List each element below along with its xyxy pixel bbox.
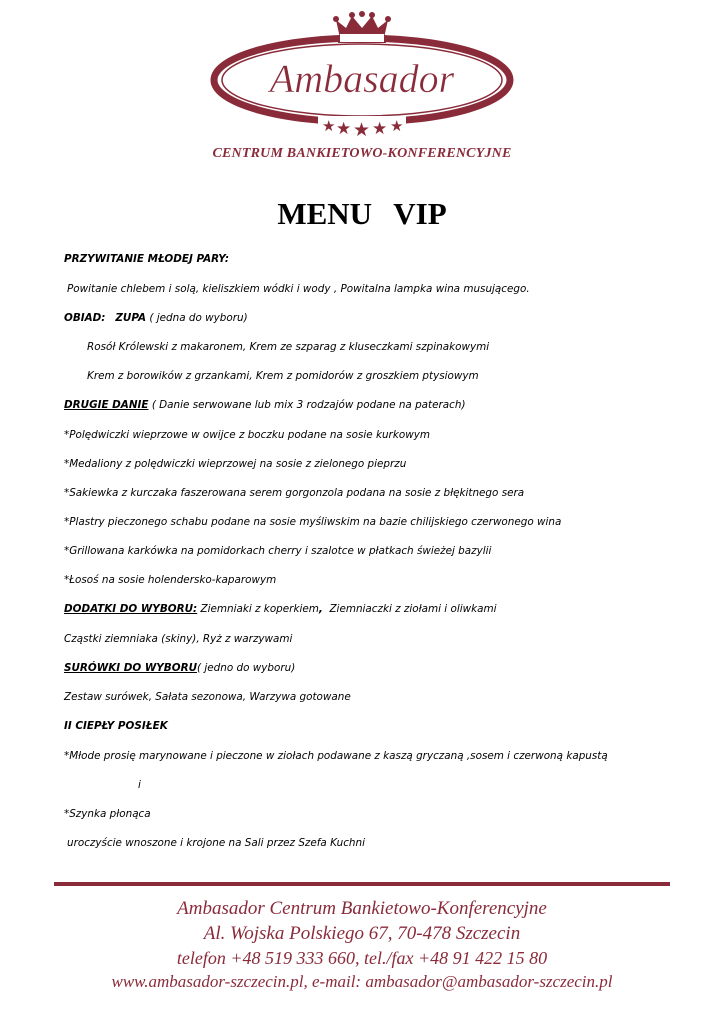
dodatki-item-1: Ziemniaki z koperkiem — [200, 603, 319, 615]
main-dish-2: *Medaliony z polędwiczki wieprzowej na sosie z zielonego pieprzu — [64, 458, 407, 470]
dodatki-label: DODATKI DO WYBORU: — [64, 603, 198, 615]
surowki-label: SURÓWKI DO WYBORU — [64, 662, 198, 674]
surowki-line — [64, 661, 295, 675]
hot-dish-1: *Młode prosię marynowane i pieczone w ziołach podawane z kaszą gryczaną ,sosem i czerwoną kapustą — [64, 750, 608, 762]
main-dish-5: *Grillowana karkówka na pomidorkach cherry i szalotce w płatkach świeżej bazylii — [64, 545, 492, 557]
footer-contact: www.ambasador-szczecin.pl, e-mail: ambasador@ambasador-szczecin.pl — [111, 972, 613, 991]
dodatki-item-2: Ziemniaczki z ziołami i oliwkami — [329, 603, 497, 615]
svg-text:★: ★ — [390, 117, 404, 135]
footer-company: Ambasador Centrum Bankietowo-Konferencyjne — [177, 898, 547, 919]
cieply-label: II CIEPŁY POSIŁEK — [64, 720, 168, 732]
zupa-label: ZUPA — [115, 312, 147, 324]
svg-text:★: ★ — [322, 117, 336, 135]
svg-text:★: ★ — [353, 119, 371, 141]
dodatki-line-2: Cząstki ziemniaka (skiny), Ryż z warzywami — [64, 633, 293, 645]
welcome-heading-text: PRZYWITANIE MŁODEJ PARY: — [64, 253, 229, 265]
dodatki-comma: , — [318, 603, 323, 615]
obiad-label: OBIAD: — [64, 312, 106, 324]
hot-dish-2: *Szynka płonąca — [64, 808, 151, 820]
soup-line-1: Rosół Królewski z makaronem, Krem ze szparag z kluseczkami szpinakowymi — [87, 341, 490, 353]
welcome-heading — [64, 252, 229, 266]
cieply-heading — [64, 719, 168, 733]
main-dish-6: *Łosoś na sosie holendersko-kaparowym — [64, 574, 277, 586]
drugie-line — [64, 398, 466, 412]
svg-text:★: ★ — [336, 119, 352, 139]
surowki-items: Zestaw surówek, Sałata sezonowa, Warzywa gotowane — [64, 691, 351, 703]
hot-dish-3: uroczyście wnoszone i krojone na Sali przez Szefa Kuchni — [67, 837, 365, 849]
main-dish-4: *Plastry pieczonego schabu podane na sosie myśliwskim na bazie chilijskiego czerwonego wina — [64, 516, 562, 528]
welcome-text: Powitanie chlebem i solą, kieliszkiem wódki i wody , Powitalna lampka wina musującego. — [67, 283, 530, 295]
drugie-note: ( Danie serwowane lub mix 3 rodzajów podane na paterach) — [151, 399, 466, 411]
ambasador-logo — [0, 0, 724, 170]
brand-name: Ambasador — [269, 56, 455, 101]
page-title: MENU VIP — [277, 196, 447, 231]
footer-phone: telefon +48 519 333 660, tel./fax +48 91 422 15 80 — [176, 948, 548, 968]
hot-and: i — [138, 779, 141, 791]
footer-divider — [54, 882, 670, 886]
subtitle: CENTRUM BANKIETOWO-KONFERENCYJNE — [212, 146, 512, 161]
surowki-note: ( jedno do wyboru) — [197, 662, 296, 674]
obiad-line — [64, 311, 248, 325]
footer-address: Al. Wojska Polskiego 67, 70-478 Szczecin — [203, 923, 521, 944]
main-dish-3: *Sakiewka z kurczaka faszerowana serem gorgonzola podana na sosie z błękitnego sera — [64, 487, 525, 499]
dodatki-line — [64, 602, 497, 616]
svg-text:★: ★ — [372, 119, 388, 139]
star-icon — [322, 117, 403, 141]
main-dish-1: *Polędwiczki wieprzowe w owijce z boczku podane na sosie kurkowym — [64, 429, 430, 441]
zupa-note: ( jedna do wyboru) — [149, 312, 248, 324]
soup-line-2: Krem z borowików z grzankami, Krem z pomidorów z groszkiem ptysiowym — [87, 370, 479, 382]
drugie-label: DRUGIE DANIE — [64, 399, 149, 411]
